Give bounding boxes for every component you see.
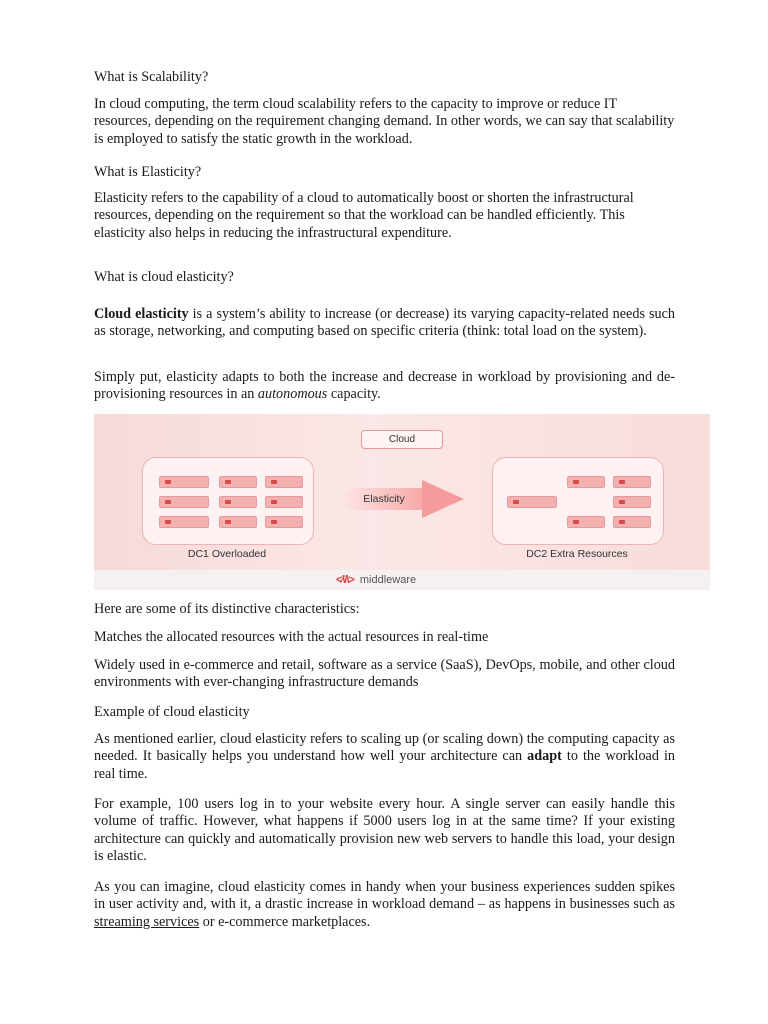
- middleware-logo-icon: <⁄\/\>: [336, 574, 354, 586]
- heading-what-is-elasticity: What is Elasticity?: [94, 164, 202, 180]
- resource-block: [613, 496, 651, 508]
- resource-block: [265, 496, 303, 508]
- cloud-elasticity-figure: [94, 414, 710, 590]
- dc2-label: DC2 Extra Resources: [526, 548, 628, 560]
- paragraph-for-example: For example, 100 users log in to your website every hour. A single server can easily handle this volume of traffic. However, what happens if 5000 users log in at the same time? If your existing architecture can quickly and automatically provision new web servers to handle this load, your design is elastic.: [94, 796, 675, 865]
- resource-block: [507, 496, 557, 508]
- emphasis-adapt: adapt: [527, 748, 562, 765]
- resource-block: [219, 496, 257, 508]
- as-mentioned-end: to the workload in real time.: [94, 748, 675, 782]
- simply-put-text: Simply put, elasticity adapts to both the increase and decrease in workload by provisioning and de-provisioning resources in an: [94, 369, 675, 403]
- paragraph-as-mentioned: [94, 731, 675, 783]
- dc2-box: [492, 457, 664, 545]
- definition-text: is a system’s ability to increase (or decrease) its varying capacity-related needs such as storage, networking, and computing based on specific criteria (think: total load on the system).: [94, 306, 675, 340]
- resource-block: [159, 476, 209, 488]
- heading-example-cloud-elasticity: Example of cloud elasticity: [94, 704, 250, 720]
- middleware-logo: [336, 573, 416, 587]
- resource-block: [219, 516, 257, 528]
- paragraph-as-you-can-imagine: [94, 879, 675, 931]
- elasticity-arrow-head: [422, 480, 464, 518]
- heading-what-is-cloud-elasticity: What is cloud elasticity?: [94, 269, 234, 285]
- paragraph-cloud-elasticity-definition: [94, 306, 675, 341]
- resource-block: [567, 476, 605, 488]
- paragraph-matches: Matches the allocated resources with the actual resources in real-time: [94, 629, 489, 645]
- resource-block: [219, 476, 257, 488]
- emphasis-autonomous: autonomous: [257, 386, 328, 403]
- resource-block: [567, 516, 605, 528]
- resource-block: [613, 476, 651, 488]
- simply-put-end: capacity.: [327, 386, 381, 403]
- paragraph-characteristics: Here are some of its distinctive characteristics:: [94, 601, 360, 617]
- resource-block: [265, 476, 303, 488]
- as-mentioned-text: As mentioned earlier, cloud elasticity refers to scaling up (or scaling down) the computing capacity as needed. It basically helps you understand how well your architecture can: [94, 731, 675, 765]
- imagine-end: or e-commerce marketplaces.: [199, 913, 371, 930]
- middleware-logo-text: middleware: [359, 574, 417, 586]
- cloud-label: Cloud: [361, 430, 443, 449]
- dc1-box: [142, 457, 314, 545]
- resource-block: [613, 516, 651, 528]
- heading-what-is-scalability: What is Scalability?: [94, 69, 209, 85]
- paragraph-scalability: In cloud computing, the term cloud scalability refers to the capacity to improve or reduce IT resources, depending on the requirement changing demand. In other words, we can say that scalability is employed to satisfy the static growth in the workload.: [94, 96, 675, 147]
- paragraph-elasticity: Elasticity refers to the capability of a cloud to automatically boost or shorten the infrastructural resources, depending on the requirement so that the workload can be handled efficiently. This elasticity also helps in reducing the infrastructural expenditure.: [94, 190, 634, 241]
- paragraph-simply-put: [94, 369, 675, 404]
- link-streaming-services[interactable]: streaming services: [94, 913, 200, 930]
- elasticity-label: Elasticity: [363, 493, 405, 505]
- dc1-label: DC1 Overloaded: [187, 548, 267, 560]
- resource-block: [159, 496, 209, 508]
- imagine-text: As you can imagine, cloud elasticity comes in handy when your business experiences sudden spikes in user activity and, with it, a drastic increase in workload demand – as happens in businesses such as: [94, 879, 675, 913]
- paragraph-widely-used: Widely used in e-commerce and retail, software as a service (SaaS), DevOps, mobile, and other cloud environments with ever-changing infrastructure demands: [94, 657, 675, 691]
- term-cloud-elasticity: Cloud elasticity: [94, 306, 189, 322]
- resource-block: [265, 516, 303, 528]
- resource-block: [159, 516, 209, 528]
